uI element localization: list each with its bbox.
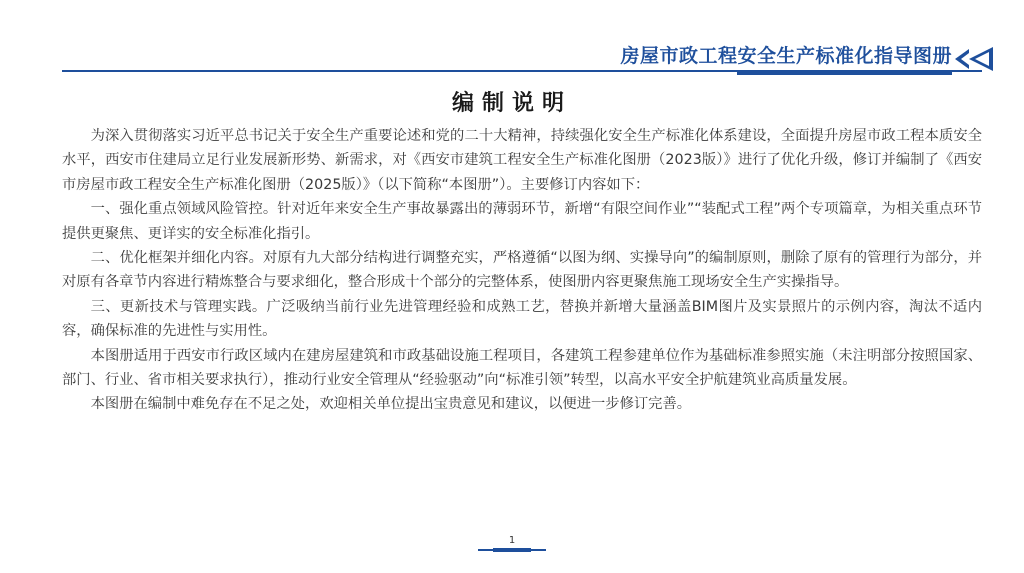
closing-paragraph: 本图册在编制中难免存在不足之处，欢迎相关单位提出宝贵意见和建议，以便进一步修订完善。 [90, 396, 692, 413]
page-number-rule-accent [493, 548, 531, 552]
header-title: 房屋市政工程安全生产标准化指导图册 [620, 45, 952, 67]
document-title: 编制说明 [451, 91, 572, 116]
page-number: 1 [508, 535, 516, 546]
double-chevron-left-icon [955, 47, 995, 71]
intro-paragraph: 为深入贯彻落实习近平总书记关于安全生产重要论述和党的二十大精神，持续强化安全生产标准化体系建设，全面提升房屋市政工程本质安全水平，西安市住建局立足行业发展新形势、新需求，对《西安市建筑工程安全生产标准化图册（2023版）》进行了优化升级，修订并编制了《西安市房屋市政工程安全生产标准化图册（2025版）》（以下简称“本图册”）。主要修订内容如下： [62, 128, 982, 193]
document-body [62, 124, 982, 417]
revision-point-2: 二、优化框架并细化内容。对原有九大部分结构进行调整充实，严格遵循“以图为纲、实操导向”的编制原则，删除了原有的管理行为部分，并对原有各章节内容进行精炼整合与要求细化，整合形成十个部分的完整体系，使图册内容更聚焦施工现场安全生产实操指导。 [62, 250, 982, 291]
scope-paragraph: 本图册适用于西安市行政区域内在建房屋建筑和市政基础设施工程项目，各建筑工程参建单位作为基础标准参照实施（未注明部分按照国家、部门、行业、省市相关要求执行），推动行业安全管理从“经验驱动”向“标准引领”转型，以高水平安全护航建筑业高质量发展。 [62, 347, 982, 389]
revision-point-1: 一、强化重点领域风险管控。针对近年来安全生产事故暴露出的薄弱环节，新增“有限空间作业”“装配式工程”两个专项篇章，为相关重点环节提供更聚焦、更详实的安全标准化指引。 [62, 201, 982, 242]
header-title-underline [737, 72, 952, 75]
revision-point-3: 三、更新技术与管理实践。广泛吸纳当前行业先进管理经验和成熟工艺，替换并新增大量涵盖BIM图片及实景照片的示例内容，淘汰不适内容，确保标准的先进性与实用性。 [62, 298, 982, 340]
